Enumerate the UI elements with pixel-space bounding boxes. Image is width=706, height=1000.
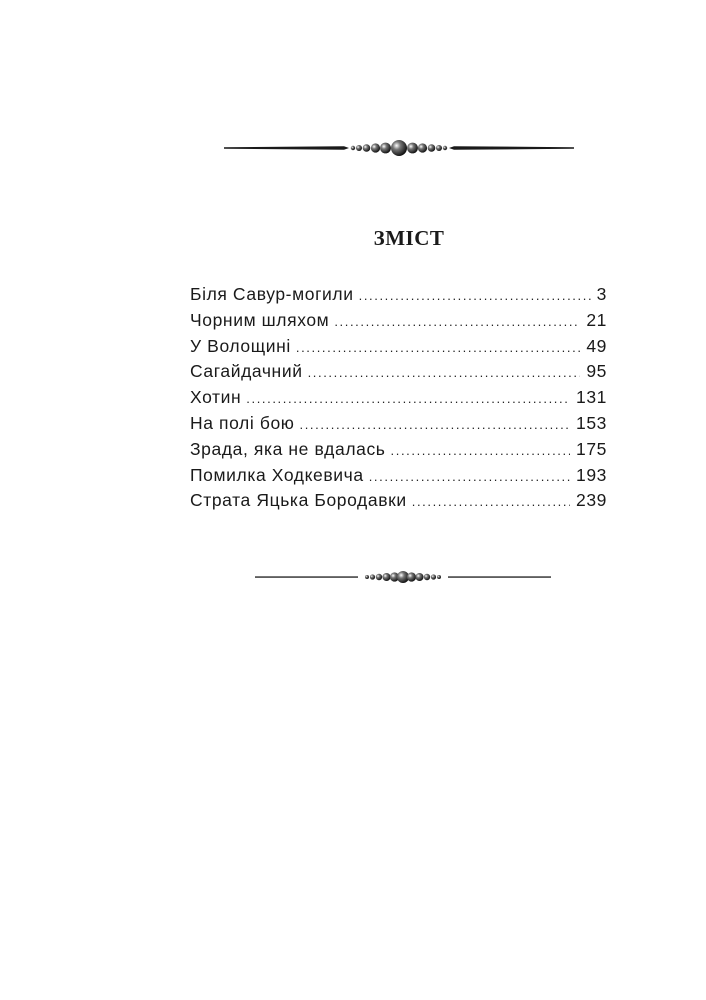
toc-entry-page: 131 bbox=[576, 387, 607, 408]
bottom-divider-ornament-icon bbox=[255, 567, 551, 587]
toc-entry-page: 175 bbox=[576, 438, 607, 459]
toc-entry[interactable] bbox=[190, 488, 607, 514]
toc-entry-title: Сагайдачний bbox=[190, 361, 303, 382]
toc-heading: ЗМІСТ bbox=[373, 226, 445, 250]
toc-entry-page: 21 bbox=[586, 309, 607, 330]
toc-dot-leader bbox=[246, 386, 570, 412]
toc-entry-page: 3 bbox=[596, 284, 607, 304]
toc-entry-page: 193 bbox=[576, 464, 607, 485]
toc-dot-leader bbox=[412, 489, 570, 515]
toc-dot-leader bbox=[334, 309, 580, 335]
toc-entry-title: Помилка Ходкевича bbox=[190, 464, 364, 485]
toc-entry-page: 95 bbox=[586, 361, 607, 382]
toc-entry[interactable] bbox=[190, 463, 607, 489]
toc-dot-leader bbox=[308, 360, 581, 386]
toc-dot-leader bbox=[359, 283, 591, 309]
toc-entry-title: Зрада, яка не вдалась bbox=[190, 438, 386, 459]
toc-dot-leader bbox=[300, 412, 571, 438]
top-divider-ornament-icon bbox=[224, 136, 574, 160]
toc-entry[interactable] bbox=[190, 437, 607, 463]
toc-entry[interactable] bbox=[190, 385, 607, 411]
toc-entry[interactable] bbox=[190, 282, 607, 308]
table-of-contents bbox=[190, 282, 607, 514]
toc-entry-title: Хотин bbox=[190, 387, 242, 408]
toc-entry[interactable] bbox=[190, 411, 607, 437]
toc-dot-leader bbox=[391, 438, 570, 464]
toc-entry-title: Біля Савур-могили bbox=[190, 284, 354, 304]
toc-dot-leader bbox=[296, 335, 580, 361]
toc-entry-title: Страта Яцька Бородавки bbox=[190, 490, 407, 511]
toc-entry-page: 49 bbox=[586, 335, 607, 356]
toc-entry[interactable] bbox=[190, 334, 607, 360]
toc-entry[interactable] bbox=[190, 308, 607, 334]
toc-entry-title: Чорним шляхом bbox=[190, 309, 330, 330]
toc-entry-page: 239 bbox=[576, 490, 607, 511]
toc-entry[interactable] bbox=[190, 359, 607, 385]
toc-entry-page: 153 bbox=[576, 412, 607, 433]
toc-entry-title: На полі бою bbox=[190, 412, 295, 433]
toc-entry-title: У Волощині bbox=[190, 335, 291, 356]
toc-dot-leader bbox=[369, 464, 570, 490]
